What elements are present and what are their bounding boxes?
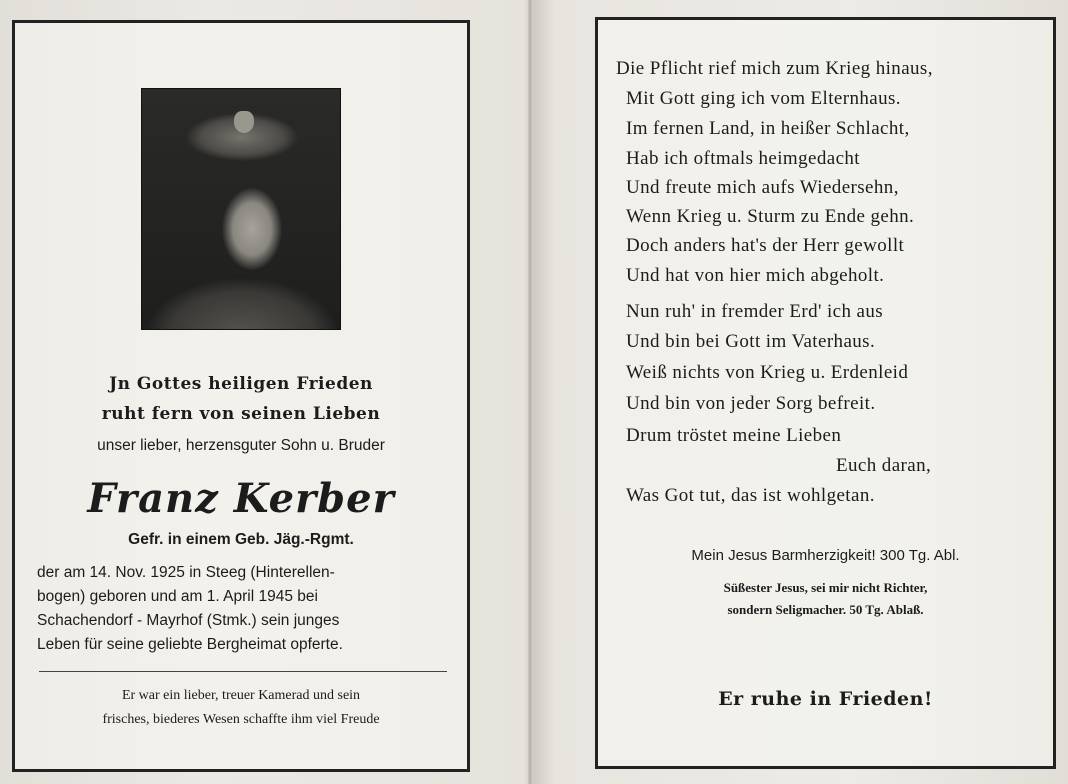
- poem-line: Weiß nichts von Krieg u. Erdenleid: [626, 362, 909, 383]
- poem-line: Und bin bei Gott im Vaterhaus.: [626, 331, 876, 352]
- deceased-name: Franz Kerber: [87, 475, 395, 522]
- bio-line: bogen) geboren und am 1. April 1945 bei: [37, 588, 318, 605]
- poem-line: Und bin von jeder Sorg befreit.: [626, 393, 876, 414]
- poem-line: Euch daran,: [836, 455, 932, 476]
- poem-line: Nun ruh' in fremder Erd' ich aus: [626, 301, 884, 322]
- prayer-line: sondern Seligmacher. 50 Tg. Ablaß.: [727, 602, 924, 617]
- bio-line: Leben für seine geliebte Bergheimat opferte.: [37, 636, 343, 653]
- poem-line: Drum tröstet meine Lieben: [626, 425, 842, 446]
- prayer-indulgence-line: Mein Jesus Barmherzigkeit! 300 Tg. Abl.: [691, 547, 960, 564]
- tribute-line: Er war ein lieber, treuer Kamerad und sein: [121, 688, 361, 703]
- bio-line: Schachendorf - Mayrhof (Stmk.) sein junges: [37, 612, 340, 629]
- soldier-portrait-photo: [141, 88, 341, 330]
- poem-line: Hab ich oftmals heimgedacht: [626, 148, 860, 169]
- prayer-line: Süßester Jesus, sei mir nicht Richter,: [723, 580, 928, 595]
- right-panel: [595, 17, 1056, 769]
- closing-blessing: Er ruhe in Frieden!: [718, 688, 933, 710]
- poem-line: Was Got tut, das ist wohlgetan.: [626, 485, 875, 506]
- poem-line: Mit Gott ging ich vom Elternhaus.: [626, 88, 901, 109]
- poem-line: Und hat von hier mich abgeholt.: [626, 265, 885, 286]
- poem-line: Und freute mich aufs Wiedersehn,: [626, 177, 899, 198]
- poem-line: Im fernen Land, in heißer Schlacht,: [626, 118, 910, 139]
- heading-line-1: Jn Gottes heiligen Frieden: [109, 374, 373, 394]
- intro-text: unser lieber, herzensguter Sohn u. Bruder: [97, 437, 385, 454]
- heading-line-2: ruht fern von seinen Lieben: [101, 404, 381, 424]
- poem-line: Die Pflicht rief mich zum Krieg hinaus,: [616, 58, 933, 79]
- poem-line: Doch anders hat's der Herr gewollt: [626, 235, 905, 256]
- left-panel: [12, 20, 470, 772]
- tribute-line: frisches, biederes Wesen schaffte ihm viel Freude: [102, 712, 380, 727]
- cap-badge-icon: [234, 111, 254, 133]
- bio-line: der am 14. Nov. 1925 in Steeg (Hinterellen-: [37, 564, 335, 581]
- poem-line: Wenn Krieg u. Sturm zu Ende gehn.: [626, 206, 915, 227]
- divider: [39, 671, 447, 672]
- military-rank: Gefr. in einem Geb. Jäg.-Rgmt.: [128, 531, 354, 548]
- center-fold: [528, 0, 532, 784]
